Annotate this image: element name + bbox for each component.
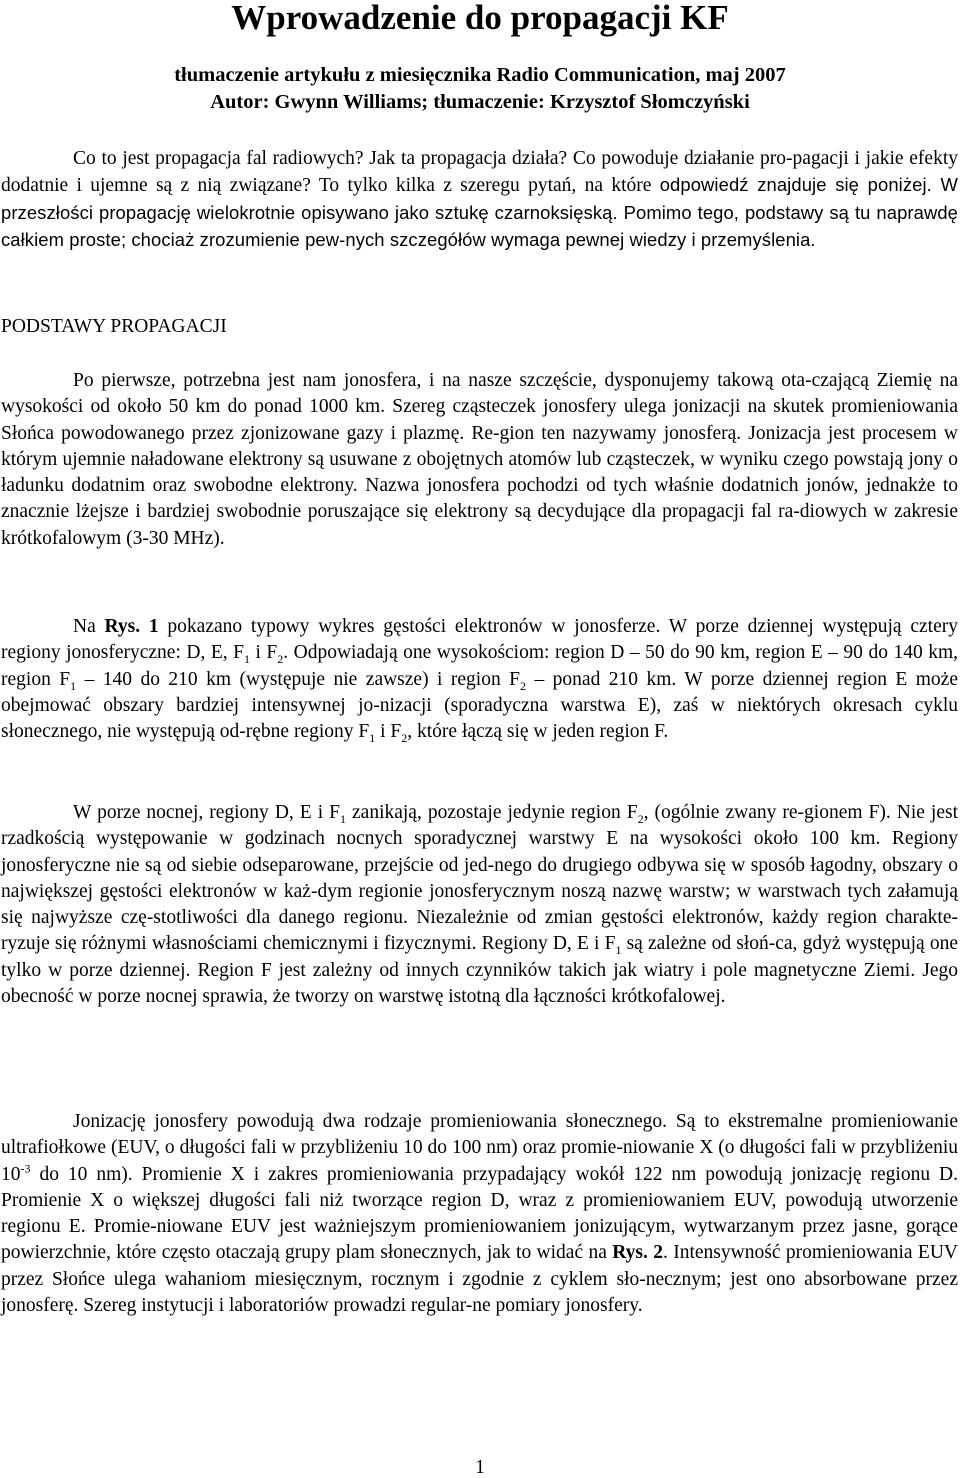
text-run: – 140 do 210 km (występuje nie zawsze) i region F [76,668,521,690]
text-run: . Odpowiadają one wysokościom: region D – 50 do 90 km, region E – 90 do 140 km, region F [1,642,959,690]
text-run: Jonizację jonosfery powodują dwa rodzaje promieniowania słonecznego. Są to ekstremalne promieniowanie ultrafiołkowe (EUV, o długości fali w przybliżeniu 10 do 100 nm) oraz promie-niowanie X (o długości fali w przybliżeniu 10 [1,1111,958,1185]
subscript: 1 [615,943,622,958]
subscript: 1 [369,731,376,746]
subtitle-author: Autor: Gwynn Williams; tłumaczenie: Krzysztof Słomczyński [210,91,750,113]
text-run: i F [375,721,402,743]
subscript: 1 [70,678,77,693]
section-heading: PODSTAWY PROPAGACJI [1,316,227,337]
document-title: Wprowadzenie do propagacji KF [231,0,729,37]
subscript: 2 [637,811,644,826]
text-run: – ponad 210 km. W porze dziennej region E może obejmować obszary bardziej intensywnej jo-nizacji (sporadyczna warstwa E), zaś w niektórych okresach cyklu słonecznego, nie występują od-rębne regiony F [1,668,958,743]
text-run: pokazano typowy wykres gęstości elektronów w jonosferze. W porze dziennej występują cztery regiony jonosferyczne: D, E, F [1,616,958,664]
subscript: 2 [401,731,408,746]
text-run: i F [249,642,278,664]
subscript: 1 [243,652,250,667]
paragraph-regions-day [1,614,958,745]
paragraph-ionosphere [1,368,958,552]
subscript: 2 [520,678,527,693]
text-run: , które łączą się w jeden region F. [407,721,669,743]
text-run: do 10 nm). Promienie X i zakres promieniowania przypadający wokół 122 nm powodują jonizację regionu D. Promienie X o większej długości fali niż tworzące region D, wraz z promieniowaniem EUV, powodują utworzenie regionu E. Promie-niowane EUV jest ważniejszym promieniowaniem jonizującym, wytwarzanym przez jasne, gorące powierzchnie, które często otaczają grupy plam słonecznych, jak to widać na [1,1163,958,1264]
figure-ref-2: Rys. 2 [612,1242,663,1264]
text-run: W porze nocnej, regiony D, E i F [73,802,340,823]
paragraph-ionosphere-text: Po pierwsze, potrzebna jest nam jonosfera, i na nasze szczęście, dysponujemy takową ota-czającą Ziemię na wysokości od około 50 km do ponad 1000 km. Szereg cząsteczek jonosfery ulega jonizacji na skutek promieniowania Słońca powodowanego przez zjonizowane gazy i plazmę. Re-gion ten nazywamy jonosferą. Jonizacja jest procesem w którym ujemnie naładowane elektrony są usuwane z obojętnych atomów lub cząsteczek, w wyniku czego powstają jony o ładunku dodatnim oraz swobodne elektrony. Nazwa jonosfera pochodzi od tych właśnie dodatnich jonów, jednakże to znacznie lżejsze i bardziej swobodnie poruszające się elektrony są decydujące dla propagacji fal ra-diowych w zakresie krótkofalowym (3-30 MHz). [1,370,958,549]
subscript: 1 [340,811,346,826]
text-run: zanikają, pozostaje jedynie region F [346,802,638,823]
subscript: 2 [277,652,284,667]
intro-serif-text: Co to jest propagacja fal radiowych? Jak ta propagacja działa? Co powoduje działanie pro-pagacji i jakie efekty dodatnie i ujemne są z nią związane? To tylko kilka z szeregu pytań, na które [1,148,958,197]
text-run: , (ogólnie zwany re-gionem F). Nie jest rzadkością występowanie w godzinach nocnych sporadycznej warstwy E na wysokości około 100 km. Regiony jonosferyczne nie są od siebie odseparowane, przejście od jed-nego do drugiego odbywa się w sposób łagodny, obszary o największej gęstości elektronów w każ-dym regionie jonosferycznym noszą nazwę warstw; w warstwach tych załamują się najwyższe czę-stotliwości dla danego regionu. Niezależnie od zmian gęstości elektronów, każdy region charakte-ryzuje się różnymi własnościami chemicznymi i fizycznymi. Regiony D, E i F [1,802,958,955]
superscript: -3 [20,1161,31,1176]
figure-ref-1: Rys. 1 [104,616,159,637]
intro-sans-text: odpowiedź znajduje się poniżej. W przeszłości propagację wielokrotnie opisywano jako sztukę czarnoksięską. Pomimo tego, podstawy są tu naprawdę całkiem proste; chociaż zrozumienie pew-nych szczegółów wymaga pewnej wiedzy i przemyślenia. [1,174,958,250]
text-run: są zależne od słoń-ca, gdyż występują one tylko w porze dziennej. Region F jest zależny od innych czynników takich jak wiatry i pole magnetyczne Ziemi. Jego obecność w porze nocnej sprawia, że tworzy on warstwę istotną dla łączności krótkofalowej. [1,933,958,1008]
intro-paragraph [1,146,958,254]
paragraph-regions-night [1,800,958,1010]
paragraph-ionization-sources [1,1109,958,1319]
text-run: Na [73,616,105,637]
text-run: . Intensywność promieniowania EUV przez Słońce ulega wahaniom miesięcznym, rocznym i zgodnie z cyklem sło-necznym; jest ono absorbowane przez jonosferę. Szereg instytucji i laboratoriów prowadzi regular-ne pomiary jonosfery. [1,1242,958,1317]
page-number: 1 [475,1457,485,1478]
subtitle-source: tłumaczenie artykułu z miesięcznika Radio Communication, maj 2007 [174,64,786,86]
